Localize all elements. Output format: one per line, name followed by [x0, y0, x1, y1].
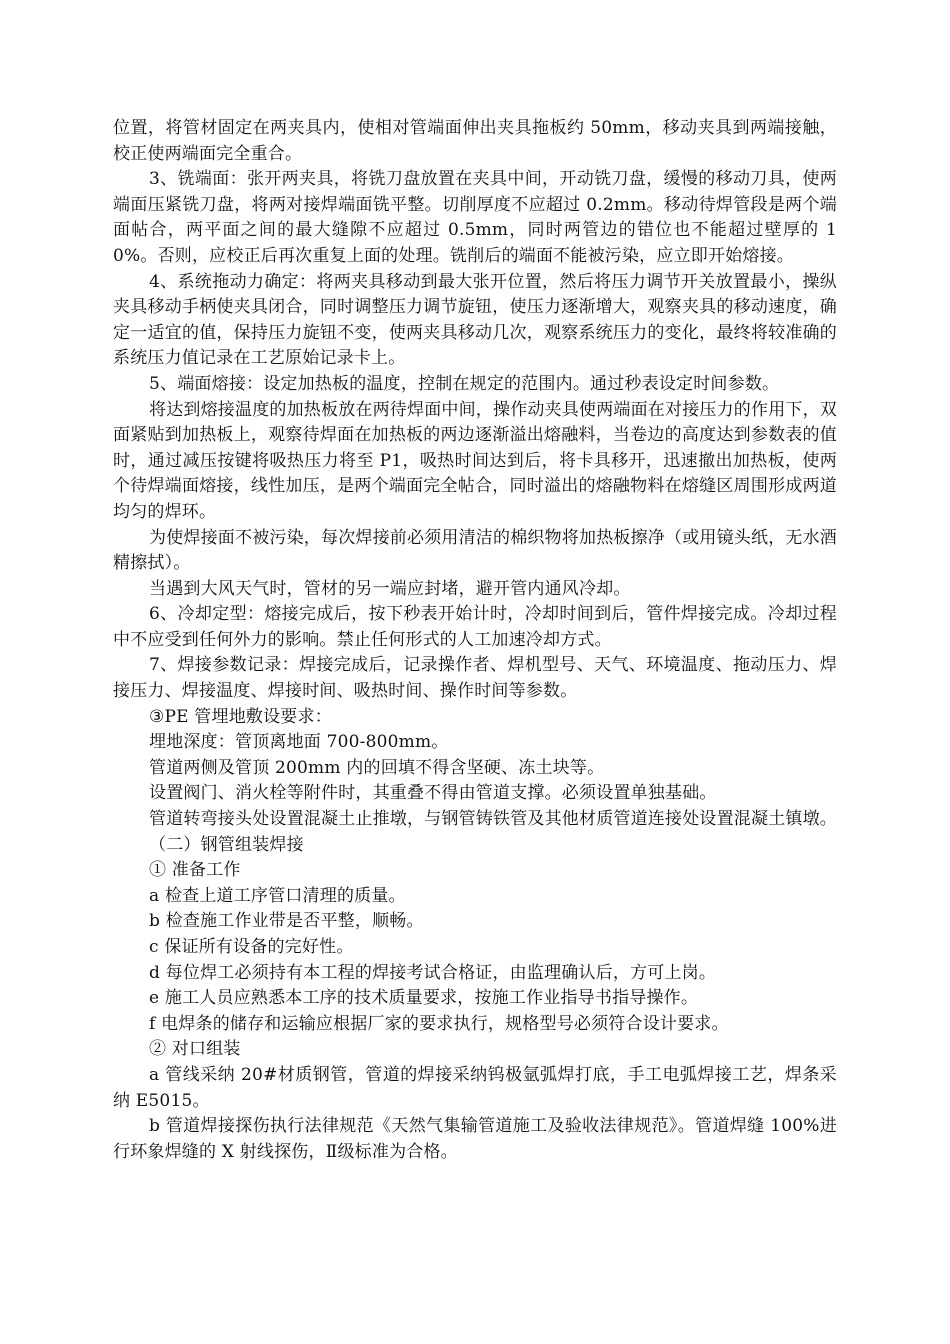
- paragraph: 7、焊接参数记录：焊接完成后，记录操作者、焊机型号、天气、环境温度、拖动压力、焊接压力、焊接温度、焊接时间、吸热时间、操作时间等参数。: [113, 655, 837, 702]
- document-body: [113, 116, 837, 1165]
- list-item: c 保证所有设备的完好性。: [149, 937, 354, 957]
- paragraph: 设置阀门、消火栓等附件时，其重叠不得由管道支撑。必须设置单独基础。: [149, 783, 717, 804]
- paragraph: 位置，将管材固定在两夹具内，使相对管端面伸出夹具拖板约 50mm，移动夹具到两端接触，校正使两端面完全重合。: [113, 118, 837, 164]
- section-heading: （二）钢管组装焊接: [149, 834, 304, 855]
- paragraph: 3、铣端面：张开两夹具，将铣刀盘放置在夹具中间，开动铣刀盘，缓慢的移动刀具，使两端面压紧铣刀盘，将两对接焊端面铣平整。切削厚度不应超过 0.2mm。移动待焊管段是两个端面帖合，两平面之间的最大缝隙不应超过 0.5mm，同时两管边的错位也不能超过壁厚的 10%。否则，应校正后再次重复上面的处理。铣削后的端面不能被污染，应立即开始熔接。: [113, 169, 837, 266]
- list-item: b 检查施工作业带是否平整，顺畅。: [149, 911, 424, 932]
- paragraph: 当遇到大风天气时，管材的另一端应封堵，避开管内通风冷却。: [149, 578, 631, 599]
- paragraph: 管道转弯接头处设置混凝土止推墩，与钢管铸铁管及其他材质管道连接处设置混凝土镇墩。: [149, 809, 837, 830]
- list-item: a 管线采纳 20#材质钢管，管道的焊接采纳钨极氩弧焊打底，手工电弧焊接工艺，焊条采纳 E5015。: [113, 1064, 837, 1111]
- paragraph: 5、端面熔接：设定加热板的温度，控制在规定的范围内。通过秒表设定时间参数。: [149, 373, 780, 394]
- section-heading: ② 对口组装: [149, 1039, 241, 1060]
- list-item: a 检查上道工序管口清理的质量。: [149, 885, 406, 906]
- paragraph: 管道两侧及管顶 200mm 内的回填不得含坚硬、冻土块等。: [149, 757, 605, 778]
- list-item: f 电焊条的储存和运输应根据厂家的要求执行，规格型号必须符合设计要求。: [149, 1013, 729, 1034]
- list-item: d 每位焊工必须持有本工程的焊接考试合格证，由监理确认后，方可上岗。: [149, 962, 717, 983]
- paragraph: 4、系统拖动力确定：将两夹具移动到最大张开位置，然后将压力调节开关放置最小，操纵夹具移动手柄使夹具闭合，同时调整压力调节旋钮，使压力逐渐增大，观察夹具的移动速度，确定一适宜的值，保持压力旋钮不变，使两夹具移动几次，观察系统压力的变化，最终将较准确的系统压力值记录在工艺原始记录卡上。: [113, 271, 837, 369]
- list-item: e 施工人员应熟悉本工序的技术质量要求，按施工作业指导书指导操作。: [149, 988, 699, 1009]
- paragraph: 6、冷却定型：熔接完成后，按下秒表开始计时，冷却时间到后，管件焊接完成。冷却过程中不应受到任何外力的影响。禁止任何形式的人工加速冷却方式。: [113, 604, 837, 650]
- paragraph: 埋地深度：管顶离地面 700-800mm。: [149, 732, 449, 753]
- section-heading: ① 准备工作: [149, 860, 241, 881]
- section-heading: ③PE 管埋地敷设要求：: [149, 706, 332, 727]
- paragraph: 为使焊接面不被污染，每次焊接前必须用清洁的棉织物将加热板擦净（或用镜头纸，无水酒精擦拭）。: [113, 527, 837, 574]
- list-item: b 管道焊接探伤执行法律规范《天然气集输管道施工及验收法律规范》。管道焊缝 100%进行环象焊缝的 X 射线探伤，Ⅱ级标准为合格。: [113, 1116, 837, 1162]
- paragraph: 将达到熔接温度的加热板放在两待焊面中间，操作动夹具使两端面在对接压力的作用下，双面紧贴到加热板上，观察待焊面在加热板的两边逐渐溢出熔融料，当卷边的高度达到参数表的值时，通过减压按键将吸热压力将至 P1，吸热时间达到后，将卡具移开，迅速撤出加热板，使两个待焊端面熔接，线性加压，是两个端面完全帖合，同时溢出的熔融物料在熔缝区周围形成两道均匀的焊环。: [113, 399, 837, 522]
